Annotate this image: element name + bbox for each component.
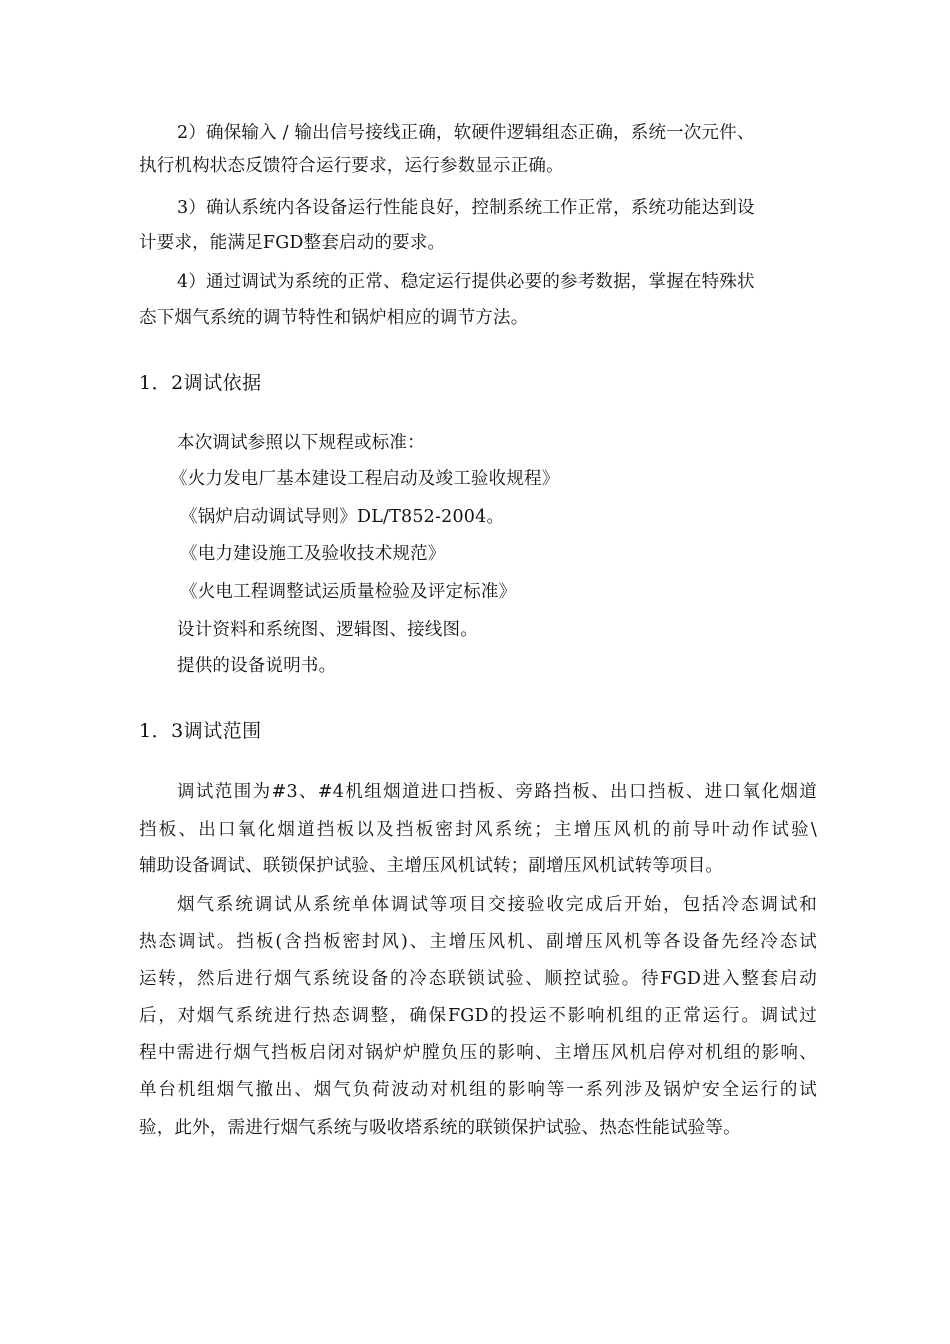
scope-para-1-line: 调试范围为#3、#4机组烟道进口挡板、旁路挡板、出口挡板、进口氧化烟道 [177,782,817,802]
item-2-line-1: 2）确保输入 / 输出信号接线正确，软硬件逻辑组态正确，系统一次元件、 [177,123,755,143]
basis-item: 《锅炉启动调试导则》DL/T852-2004。 [180,507,505,527]
item-3-line-1: 3）确认系统内各设备运行性能良好，控制系统工作正常，系统功能达到设 [177,198,755,218]
scope-para-2-line: 单台机组烟气撤出、烟气负荷波动对机组的影响等一系列涉及锅炉安全运行的试 [139,1080,817,1100]
basis-item: 提供的设备说明书。 [177,656,337,676]
scope-para-2-line: 热态调试。挡板(含挡板密封风)、主增压风机、副增压风机等各设备先经冷态试 [139,932,817,952]
item-3-line-2: 计要求，能满足FGD整套启动的要求。 [139,233,446,253]
scope-para-2-line: 程中需进行烟气挡板启闭对锅炉炉膛负压的影响、主增压风机启停对机组的影响、 [139,1043,817,1063]
basis-item: 《火力发电厂基本建设工程启动及竣工验收规程》 [170,469,560,489]
scope-para-2-line: 烟气系统调试从系统单体调试等项目交接验收完成后开始，包括冷态调试和 [177,895,817,915]
basis-item: 《火电工程调整试运质量检验及评定标准》 [180,582,517,602]
scope-para-2-line: 运转，然后进行烟气系统设备的冷态联锁试验、顺控试验。待FGD进入整套启动 [139,969,817,989]
basis-item: 设计资料和系统图、逻辑图、接线图。 [177,620,478,640]
scope-para-1-line: 辅助设备调试、联锁保护试验、主增压风机试转；副增压风机试转等项目。 [139,856,724,876]
basis-item: 《电力建设施工及验收技术规范》 [180,544,446,564]
scope-para-1-line: 挡板、出口氧化烟道挡板以及挡板密封风系统；主增压风机的前导叶动作试验\ [139,820,817,840]
section-heading-1-3: 1．3调试范围 [139,720,262,742]
scope-para-2-line: 后，对烟气系统进行热态调整，确保FGD的投运不影响机组的正常运行。调试过 [139,1006,817,1026]
item-4-line-2: 态下烟气系统的调节特性和锅炉相应的调节方法。 [139,308,529,328]
item-2-line-2: 执行机构状态反馈符合运行要求，运行参数显示正确。 [139,156,564,176]
basis-intro: 本次调试参照以下规程或标准： [177,433,425,453]
scope-para-2-line: 验，此外，需进行烟气系统与吸收塔系统的联锁保护试验、热态性能试验等。 [139,1118,741,1138]
item-4-line-1: 4）通过调试为系统的正常、稳定运行提供必要的参考数据，掌握在特殊状 [177,272,755,292]
section-heading-1-2: 1．2调试依据 [139,372,262,394]
